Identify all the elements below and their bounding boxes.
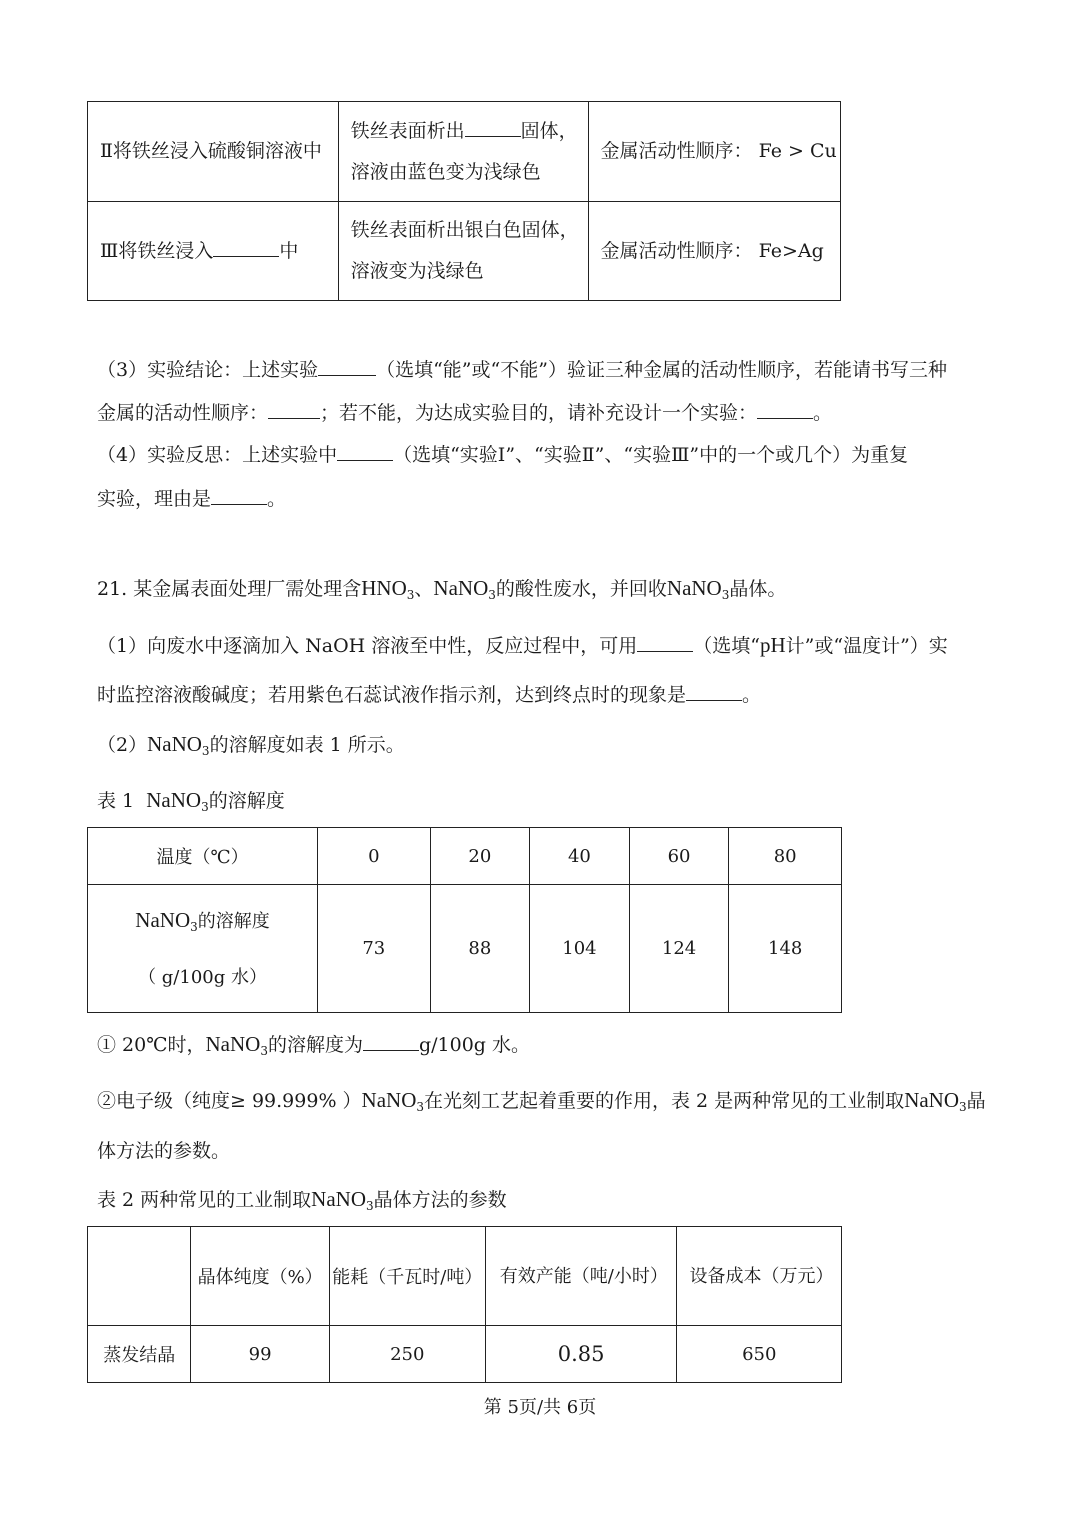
text: g/100g 水。 bbox=[418, 1034, 531, 1056]
header-empty bbox=[88, 1227, 191, 1326]
q21-part1-line1 bbox=[97, 631, 948, 658]
q4-line1 bbox=[97, 440, 908, 467]
formula-nano3: NaNO bbox=[135, 907, 191, 932]
solubility-cell: 148 bbox=[729, 885, 842, 1013]
purity-cell: 99 bbox=[191, 1326, 329, 1383]
cell-text: Ⅲ将铁丝浸入 bbox=[100, 239, 214, 262]
text: 表 2 两种常见的工业制取 bbox=[97, 1189, 312, 1211]
subscript: 3 bbox=[959, 1100, 967, 1114]
solubility-cell: 88 bbox=[430, 885, 530, 1013]
formula-nano3: NaNO bbox=[666, 576, 722, 600]
header-capacity: 有效产能（吨/小时） bbox=[485, 1227, 677, 1326]
method-parameters-table bbox=[87, 1226, 842, 1383]
text: 表 1 bbox=[97, 790, 135, 812]
cell-text: 铁丝表面析出 bbox=[350, 119, 465, 142]
exp3-procedure bbox=[88, 202, 339, 301]
subq2-line2 bbox=[97, 1136, 230, 1163]
header-temperature bbox=[88, 828, 318, 885]
text: （选填“能”或“不能”）验证三种金属的活动性顺序，若能请书写三种 bbox=[376, 359, 947, 381]
cell-text: 中 bbox=[279, 239, 299, 262]
text: 晶体。 bbox=[729, 578, 787, 600]
formula-nano3: NaNO bbox=[361, 1088, 417, 1112]
formula-nano3: NaNO bbox=[146, 788, 202, 812]
answer-blank bbox=[337, 440, 393, 461]
subq1 bbox=[97, 1030, 530, 1057]
solubility-cell: 73 bbox=[318, 885, 431, 1013]
answer-blank bbox=[686, 680, 742, 701]
answer-blank bbox=[318, 355, 376, 376]
row-label-solubility bbox=[88, 885, 318, 1013]
cell-text: 铁丝表面析出银白色固体， bbox=[350, 219, 579, 241]
table2-caption bbox=[97, 1185, 507, 1212]
text: 计”或“温度计”）实 bbox=[785, 635, 948, 657]
formula-nano3: NaNO bbox=[147, 732, 202, 756]
text: （3）实验结论：上述实验 bbox=[97, 359, 319, 381]
subscript: 3 bbox=[201, 800, 209, 814]
cell-text: 固体， bbox=[520, 119, 578, 142]
cell-text: 溶液变为浅绿色 bbox=[350, 260, 484, 282]
formula-nano3: NaNO bbox=[904, 1088, 960, 1112]
text: （选填“实验Ⅰ”、“实验Ⅱ”、“实验Ⅲ”中的一个或几个）为重复 bbox=[393, 444, 909, 466]
formula-nano3: NaNO bbox=[311, 1187, 366, 1211]
answer-blank bbox=[637, 631, 693, 652]
header-energy: 能耗（千瓦时/吨） bbox=[329, 1227, 485, 1326]
header-cost: 设备成本（万元） bbox=[677, 1227, 842, 1326]
unit-text: （ g/100g 水） bbox=[138, 966, 267, 988]
text: 的溶解度为 bbox=[267, 1034, 363, 1056]
solubility-cell: 104 bbox=[530, 885, 630, 1013]
table1-caption bbox=[97, 786, 285, 813]
solubility-table bbox=[87, 827, 842, 1013]
subscript: 3 bbox=[201, 744, 210, 758]
answer-blank bbox=[465, 116, 521, 137]
answer-blank bbox=[213, 236, 279, 257]
subscript: 3 bbox=[416, 1100, 425, 1114]
exp3-phenomenon bbox=[338, 202, 588, 301]
text: 、 bbox=[414, 578, 434, 600]
answer-blank bbox=[268, 398, 320, 419]
header-purity: 晶体纯度（%） bbox=[191, 1227, 329, 1326]
cell-text: 金属活动性顺序： Fe > Cu bbox=[600, 140, 837, 162]
solubility-cell: 124 bbox=[629, 885, 729, 1013]
formula-nano3: NaNO bbox=[433, 576, 489, 600]
text: 的酸性废水，并回收 bbox=[495, 578, 667, 600]
q21-part1-line2 bbox=[97, 680, 761, 707]
text: （4）实验反思：上述实验中 bbox=[97, 444, 338, 466]
temp-cell: 20 bbox=[430, 828, 530, 885]
text-ph: pH bbox=[760, 633, 786, 657]
q3-line2 bbox=[97, 398, 832, 425]
answer-blank bbox=[757, 398, 813, 419]
formula-nano3: NaNO bbox=[205, 1032, 261, 1056]
cell-text: 的溶解度 bbox=[197, 910, 270, 932]
experiment-table bbox=[87, 101, 841, 301]
subscript: 3 bbox=[488, 588, 496, 602]
text: 21. 某金属表面处理厂需处理含 bbox=[97, 578, 362, 600]
formula-hno3: HNO bbox=[361, 576, 407, 600]
text: 晶 bbox=[966, 1090, 986, 1112]
subscript: 3 bbox=[721, 588, 730, 602]
exp2-phenomenon bbox=[338, 102, 588, 202]
text: 实验，理由是 bbox=[97, 488, 212, 510]
answer-blank bbox=[211, 484, 267, 505]
row-label-evaporation: 蒸发结晶 bbox=[88, 1326, 191, 1383]
page-footer: 第 5页/共 6页 bbox=[483, 1397, 597, 1418]
text: 。 bbox=[742, 684, 762, 706]
text: 。 bbox=[813, 402, 833, 424]
answer-blank bbox=[363, 1030, 419, 1051]
cell-text: 金属活动性顺序： Fe>Ag bbox=[600, 239, 824, 262]
text: 金属的活动性顺序： bbox=[97, 402, 269, 424]
temp-cell: 80 bbox=[729, 828, 842, 885]
subq2-line1 bbox=[97, 1086, 986, 1113]
text: 晶体方法的参数 bbox=[373, 1189, 507, 1211]
temp-cell: 0 bbox=[318, 828, 431, 885]
subscript: 3 bbox=[190, 919, 198, 934]
text: 在光刻工艺起着重要的作用，表 2 是两种常见的工业制取 bbox=[424, 1090, 905, 1112]
q21-stem bbox=[97, 574, 786, 601]
cell-text: 温度（℃） bbox=[156, 847, 249, 868]
text: ；若不能，为达成实验目的，请补充设计一个实验： bbox=[320, 402, 758, 424]
q3-line1 bbox=[97, 355, 947, 382]
subscript: 3 bbox=[260, 1044, 268, 1058]
text: （选填“ bbox=[693, 635, 760, 657]
text: ②电子级（纯度≥ 99.999% ） bbox=[97, 1090, 362, 1112]
text: ① 20℃时， bbox=[97, 1034, 206, 1056]
capacity-cell: 0.85 bbox=[485, 1326, 677, 1383]
cell-text: Ⅱ将铁丝浸入硫酸铜溶液中 bbox=[100, 140, 322, 162]
text: 时监控溶液酸碱度；若用紫色石蕊试液作指示剂，达到终点时的现象是 bbox=[97, 684, 687, 706]
q21-part2 bbox=[97, 730, 405, 757]
exp3-conclusion bbox=[588, 202, 840, 301]
text: 的溶解度如表 1 所示。 bbox=[209, 734, 405, 756]
energy-cell: 250 bbox=[329, 1326, 485, 1383]
subscript: 3 bbox=[406, 588, 415, 602]
temp-cell: 60 bbox=[629, 828, 729, 885]
text: 体方法的参数。 bbox=[97, 1140, 231, 1162]
text: （1）向废水中逐滴加入 NaOH 溶液至中性，反应过程中，可用 bbox=[97, 635, 638, 657]
exp2-procedure bbox=[88, 102, 339, 202]
cost-cell: 650 bbox=[677, 1326, 842, 1383]
cell-text: 溶液由蓝色变为浅绿色 bbox=[350, 160, 541, 183]
exp2-conclusion bbox=[588, 102, 840, 202]
text: 的溶解度 bbox=[208, 790, 285, 812]
text: （2） bbox=[97, 734, 148, 756]
temp-cell: 40 bbox=[530, 828, 630, 885]
q4-line2 bbox=[97, 484, 286, 511]
text: 。 bbox=[267, 488, 287, 510]
subscript: 3 bbox=[366, 1199, 374, 1213]
